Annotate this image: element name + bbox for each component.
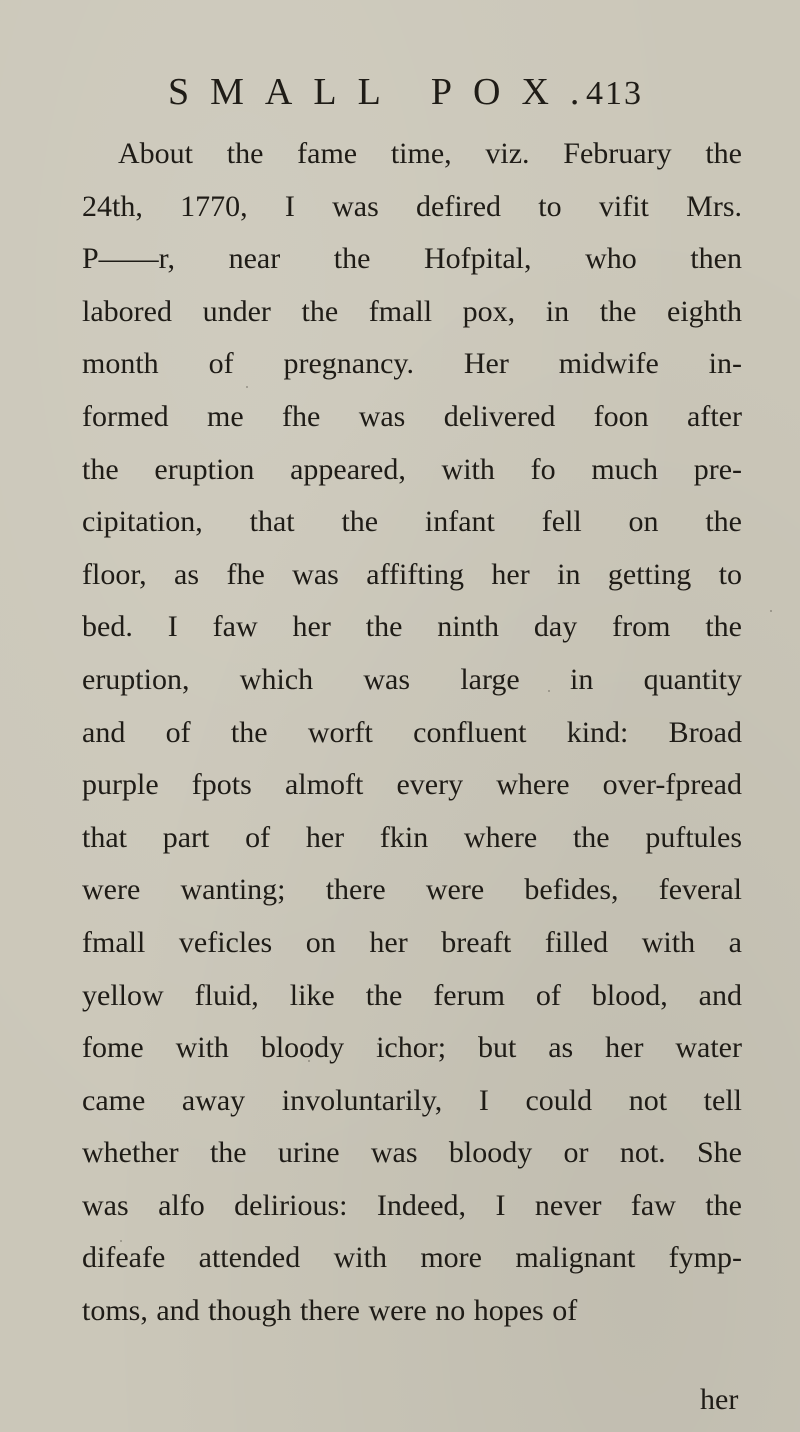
body-text bbox=[82, 128, 742, 1338]
text-line: the eruption appeared, with fo much pre- bbox=[82, 452, 742, 486]
text-line: whether the urine was bloody or not. She bbox=[82, 1136, 742, 1170]
paper-speck bbox=[548, 690, 550, 692]
text-line: that part of her fkin where the puftules bbox=[82, 820, 742, 854]
page-number: 413 bbox=[586, 75, 643, 112]
text-line: month of pregnancy. Her midwife in- bbox=[82, 347, 742, 381]
paper-speck bbox=[770, 610, 772, 612]
text-line: came away involuntarily, I could not tell bbox=[82, 1083, 742, 1117]
text-line: cipitation, that the infant fell on the bbox=[82, 505, 742, 539]
text-line: and of the worft confluent kind: Broad bbox=[82, 715, 742, 749]
text-line: yellow fluid, like the ferum of blood, and bbox=[82, 978, 742, 1012]
page-header bbox=[168, 70, 648, 120]
text-line: fmall veficles on her breaft filled with a bbox=[82, 925, 742, 959]
text-line: were wanting; there were befides, feveral bbox=[82, 873, 742, 907]
paper-speck bbox=[246, 386, 248, 388]
text-line: eruption, which was large in quantity bbox=[82, 662, 742, 696]
text-line: bed. I faw her the ninth day from the bbox=[82, 610, 742, 644]
running-head: SMALL POX. bbox=[168, 71, 601, 113]
text-line: fome with bloody ichor; but as her water bbox=[82, 1031, 742, 1065]
paper-speck bbox=[120, 1240, 122, 1242]
text-line: P——r, near the Hofpital, who then bbox=[82, 242, 742, 276]
text-line: toms, and though there were no hopes of bbox=[82, 1294, 578, 1328]
catchword: her bbox=[700, 1383, 739, 1416]
text-line: 24th, 1770, I was defired to vifit Mrs. bbox=[82, 189, 742, 223]
text-line: floor, as fhe was affifting her in getting to bbox=[82, 557, 742, 591]
text-line: About the fame time, viz. February the bbox=[118, 137, 742, 170]
paper-speck bbox=[308, 1060, 310, 1062]
text-line: difeafe attended with more malignant fymp- bbox=[82, 1241, 742, 1275]
text-line: labored under the fmall pox, in the eighth bbox=[82, 294, 742, 328]
text-line: purple fpots almoft every where over-fpread bbox=[82, 768, 742, 802]
text-line: was alfo delirious: Indeed, I never faw the bbox=[82, 1188, 742, 1222]
text-line: formed me fhe was delivered foon after bbox=[82, 399, 742, 433]
